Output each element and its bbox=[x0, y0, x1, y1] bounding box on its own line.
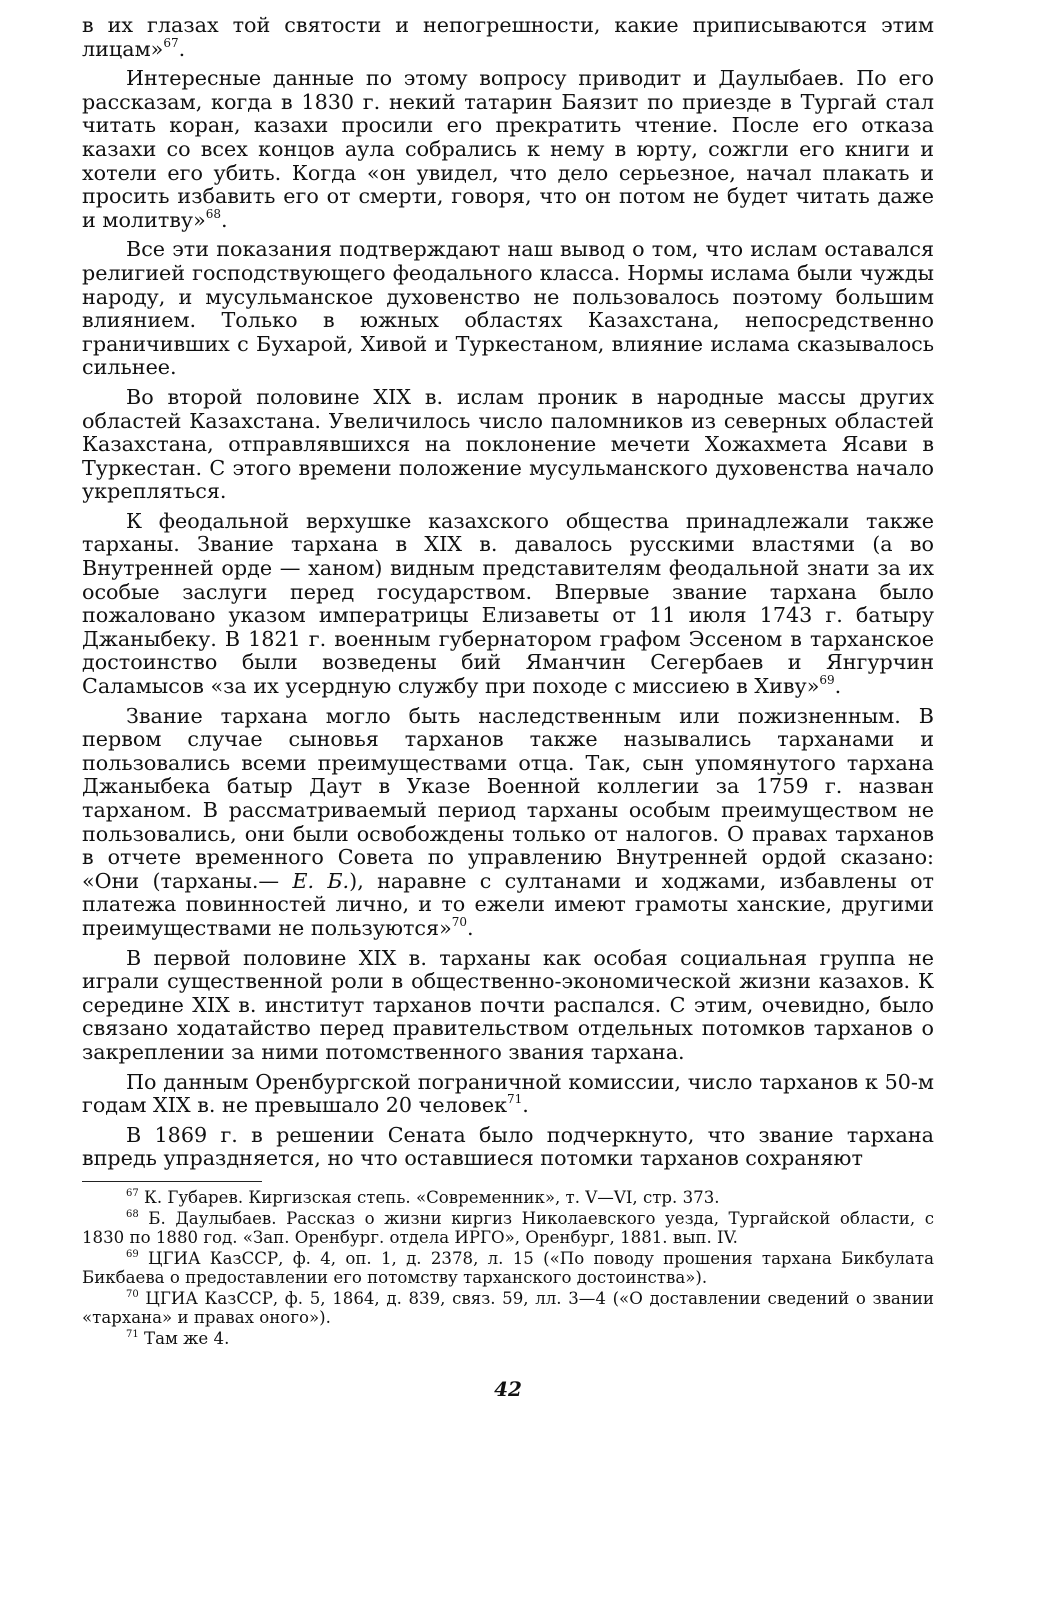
paragraph-9 bbox=[82, 1124, 934, 1171]
footnote-number: 71 bbox=[126, 1329, 139, 1341]
footnote-divider bbox=[82, 1181, 262, 1182]
footnote-text: ЦГИА КазССР, ф. 5, 1864, д. 839, связ. 59, лл. 3—4 («О доставлении сведений о звании «тархана» и правах оного»). bbox=[82, 1288, 934, 1328]
paragraph-text: К феодальной верхушке казахского общества принадлежали также тарханы. Звание тархана в XIX в. давалось русскими властями (а во Внутренней орде — ханом) видным представителям феодальной знати за их особые заслуги перед государством. Впервые звание тархана было пожаловано указом императрицы Елизаветы от 11 июля 1743 г. батыру Джаныбеку. В 1821 г. военным губернатором графом Эссеном в тарханское достоинство были возведены бий Яманчин Сегербаев и Янгурчин Саламысов «за их усердную службу при походе с миссиею в Хиву» bbox=[82, 508, 934, 699]
paragraph-3 bbox=[82, 238, 934, 380]
paragraph-text: Все эти показания подтверждают наш вывод о том, что ислам оставался религией господствующего феодального класса. Нормы ислама были чужды народу, и мусульманское духовенство не пользовалось поэтому большим влиянием. Только в южных областях Казахстана, непосредственно граничивших с Бухарой, Хивой и Туркестаном, влияние ислама сказывалось сильнее. bbox=[82, 237, 934, 380]
footnote-number: 70 bbox=[126, 1288, 139, 1300]
paragraph-text: Во второй половине XIX в. ислам проник в народные массы других областей Казахстана. Увеличилось число паломников из северных областей Казахстана, отправлявшихся на поклонение мечети Хожахмета Ясави в Туркестан. С этого времени положение мусульманского духовенства начало укрепляться. bbox=[82, 384, 934, 504]
footnote-ref: 69 bbox=[819, 673, 835, 688]
footnote-ref: 67 bbox=[163, 35, 179, 50]
paragraph-7 bbox=[82, 947, 934, 1065]
footnote-text: Б. Даулыбаев. Рассказ о жизни киргиз Николаевского уезда, Тургайской области, с 1830 по 1880 год. «Зап. Оренбург. отдела ИРГО», Оренбург, 1881. вып. IV. bbox=[82, 1208, 934, 1248]
body-text bbox=[82, 14, 934, 1171]
paragraph-text: в их глазах той святости и непогрешности, какие приписываются этим лицам» bbox=[82, 13, 934, 61]
paragraph-end: . bbox=[522, 1093, 529, 1118]
document-page bbox=[82, 14, 934, 1401]
author-initials: Е. Б. bbox=[292, 868, 350, 893]
paragraph-6 bbox=[82, 705, 934, 941]
footnote-ref: 70 bbox=[451, 914, 468, 929]
footnote-number: 67 bbox=[126, 1187, 139, 1199]
paragraph-text: Звание тархана могло быть наследственным или пожизненным. В первом случае сыновья тарханов также назывались тарханами и пользовались всеми преимуществами отца. Так, сын упомянутого тархана Джаныбека батыр Даут в Указе Военной коллегии за 1759 г. назван тарханом. В рассматриваемый период тарханы особым преимуществом не пользовались, они были освобождены только от налогов. О правах тарханов в отчете временного Совета по управлению Внутренней ордой сказано: «Они (тарханы.— bbox=[82, 703, 934, 893]
paragraph-8 bbox=[82, 1071, 934, 1118]
paragraph-2 bbox=[82, 67, 934, 232]
paragraph-end: . bbox=[467, 915, 474, 940]
paragraph-end: . bbox=[221, 207, 228, 232]
paragraph-1 bbox=[82, 14, 934, 61]
footnote bbox=[82, 1289, 934, 1328]
footnote-text: ЦГИА КазССР, ф. 4, оп. 1, д. 2378, л. 15 («По поводу прошения тархана Бикбулата Бикбаева о предоставлении его потомству тарханского достоинства»). bbox=[82, 1248, 934, 1288]
page-number: 42 bbox=[494, 1376, 522, 1401]
paragraph-text: В 1869 г. в решении Сената было подчеркнуто, что звание тархана впредь упраздняется, но что оставшиеся потомки тарханов сохраняют bbox=[82, 1122, 934, 1171]
footnote bbox=[82, 1209, 934, 1248]
paragraph-end: . bbox=[178, 36, 186, 61]
footnote-text: Там же 4. bbox=[144, 1329, 230, 1349]
footnote-ref: 71 bbox=[507, 1092, 523, 1107]
paragraph-text: В первой половине XIX в. тарханы как особая социальная группа не играли существенной роли в общественно-экономической жизни казахов. К середине XIX в. институт тарханов почти распался. С этим, очевидно, было связано ходатайство перед правительством отдельных потомков тарханов о закреплении за ними потомственного звания тархана. bbox=[82, 945, 934, 1064]
paragraph-text: ), наравне с султанами и ходжами, избавлены от платежа повинностей лично, и то ежели имеют грамоты ханские, другими преимуществами не пользуются» bbox=[82, 868, 934, 940]
footnote bbox=[82, 1329, 934, 1349]
paragraph-4 bbox=[82, 386, 934, 504]
footnote-number: 68 bbox=[126, 1208, 139, 1220]
footnote-text: К. Губарев. Киргизская степь. «Современник», т. V—VI, стр. 373. bbox=[144, 1187, 720, 1207]
paragraph-text: Интересные данные по этому вопросу приводит и Даулыбаев. По его рассказам, когда в 1830 г. некий татарин Баязит по приезде в Тургай стал читать коран, казахи просили его прекратить чтение. После его отказа казахи со всех концов аула собрались к нему в юрту, сожгли его книги и хотели его убить. Когда «он увидел, что дело серьезное, начал плакать и просить избавить его от смерти, говоря, что он потом не будет читать даже и молитву» bbox=[82, 66, 934, 232]
footnotes bbox=[82, 1188, 934, 1349]
footnote-ref: 68 bbox=[205, 206, 222, 221]
paragraph-text: По данным Оренбургской пограничной комиссии, число тарханов к 50-м годам XIX в. не превышало 20 человек bbox=[82, 1069, 934, 1118]
paragraph-end: . bbox=[834, 674, 842, 699]
paragraph-5 bbox=[82, 510, 934, 699]
footnote-number: 69 bbox=[126, 1248, 139, 1260]
footnote bbox=[82, 1249, 934, 1288]
footnote bbox=[82, 1188, 934, 1208]
